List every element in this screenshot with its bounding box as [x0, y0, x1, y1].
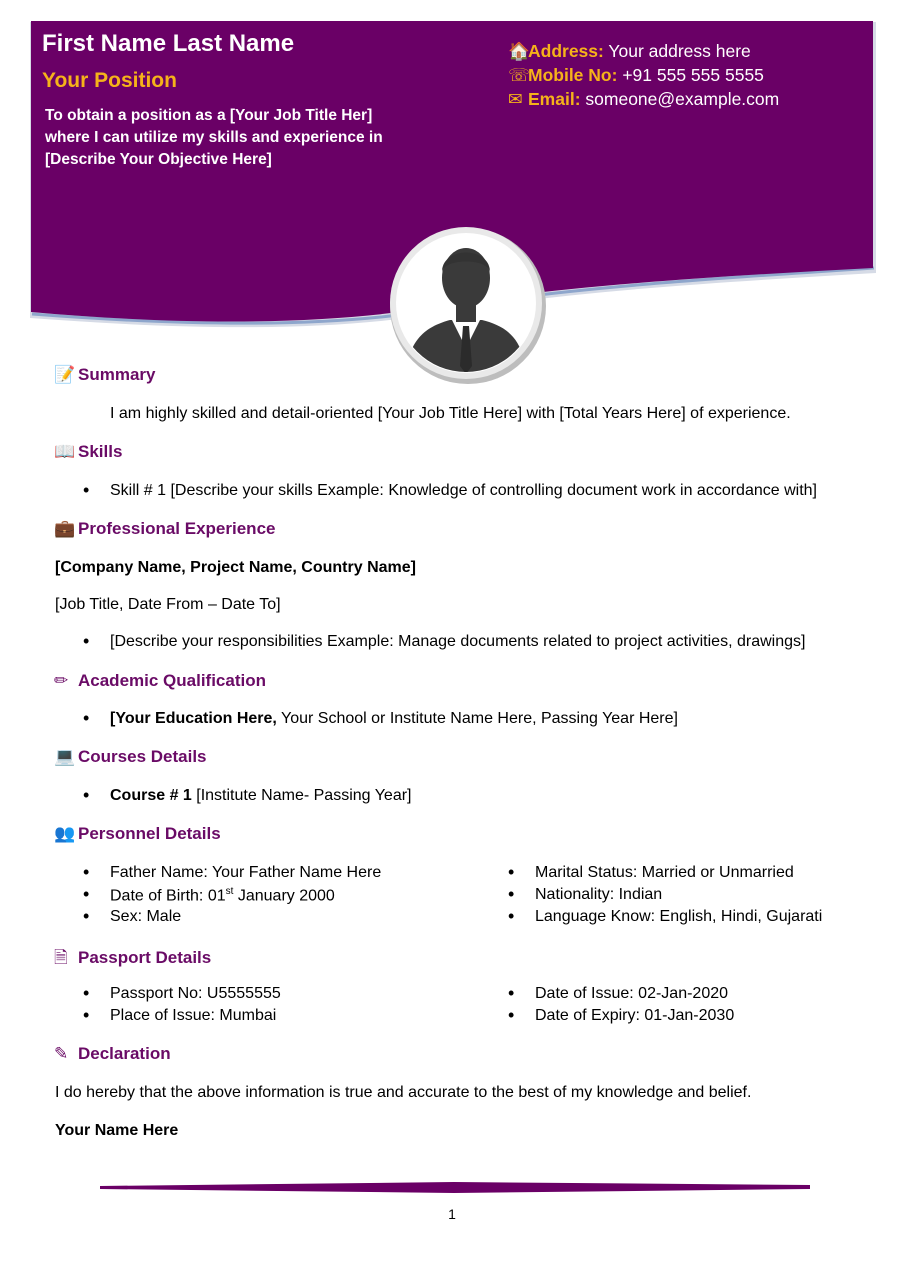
computer-icon: 💻 [54, 747, 76, 766]
candidate-position: Your Position [42, 69, 177, 92]
house-icon: 🏠 [508, 41, 530, 61]
envelope-icon: ✉ [508, 89, 523, 109]
avatar [388, 226, 548, 386]
passport-heading: 🗎 Passport Details [54, 945, 211, 974]
personnel-marital: • Marital Status: Married or Unmarried [535, 864, 794, 882]
experience-heading: 💼 Professional Experience [54, 519, 276, 538]
personnel-nationality: • Nationality: Indian [535, 886, 662, 904]
contact-mobile [508, 63, 779, 87]
declaration-text: I do hereby that the above information is true and accurate to the best of my knowledge and belief. [55, 1084, 752, 1101]
course-item: • Course # 1 [Institute Name- Passing Year] [110, 787, 411, 805]
people-icon: 👥 [54, 824, 76, 843]
job-title: [Job Title, Date From – Date To] [55, 596, 281, 613]
courses-heading: 💻 Courses Details [54, 747, 207, 766]
book-icon: 📖 [54, 442, 76, 461]
contact-block [508, 39, 779, 111]
contact-address [508, 39, 779, 63]
passport-expiry-date: • Date of Expiry: 01-Jan-2030 [535, 1007, 734, 1025]
pen-icon: ✎ [54, 1044, 69, 1063]
personnel-father: • Father Name: Your Father Name Here [110, 864, 381, 882]
objective-text: To obtain a position as a [Your Job Title Her] where I can utilize my skills and experience in [Describe Your Objective Here] [45, 107, 383, 168]
responsibility-item: • [Describe your responsibilities Example: Manage documents related to project activities, drawings] [110, 633, 805, 651]
summary-text: I am highly skilled and detail-oriented [Your Job Title Here] with [Total Years Here] of experience. [110, 405, 791, 422]
skills-heading: 📖 Skills [54, 442, 123, 461]
phone-icon: ☏ [508, 65, 530, 85]
contact-email [508, 87, 779, 111]
personnel-sex: • Sex: Male [110, 908, 181, 926]
personnel-language: • Language Know: English, Hindi, Gujarati [535, 908, 822, 926]
candidate-name: First Name Last Name [42, 30, 295, 57]
personnel-dob: • Date of Birth: 01st January 2000 [110, 886, 335, 905]
pencil-icon: ✏ [54, 671, 69, 690]
declaration-heading: ✎ Declaration [54, 1044, 171, 1063]
page-number: 1 [448, 1206, 456, 1222]
education-item: • [Your Education Here, Your School or Institute Name Here, Passing Year Here] [110, 710, 678, 728]
passport-issue-date: • Date of Issue: 02-Jan-2020 [535, 985, 728, 1003]
footer-divider [98, 1180, 812, 1194]
academic-heading: ✏ Academic Qualification [54, 671, 266, 690]
company-name: [Company Name, Project Name, Country Name] [55, 559, 416, 576]
briefcase-icon: 💼 [54, 519, 76, 538]
email-label: Email: [528, 89, 581, 109]
document-icon: 🗎 [54, 948, 68, 967]
passport-place: • Place of Issue: Mumbai [110, 1007, 276, 1025]
skill-item: • Skill # 1 [Describe your skills Example: Knowledge of controlling document work in accordance with] [110, 482, 817, 500]
signature-name: Your Name Here [55, 1122, 179, 1139]
summary-heading: 📝 Summary [54, 365, 156, 384]
memo-icon: 📝 [54, 365, 76, 384]
passport-number: • Passport No: U5555555 [110, 985, 281, 1003]
email-value[interactable]: someone@example.com [585, 89, 780, 109]
mobile-label: Mobile No: [528, 65, 618, 85]
mobile-value: +91 555 555 5555 [622, 65, 764, 85]
address-value: Your address here [608, 41, 751, 61]
personnel-heading: 👥 Personnel Details [54, 824, 221, 843]
address-label: Address: [528, 41, 604, 61]
